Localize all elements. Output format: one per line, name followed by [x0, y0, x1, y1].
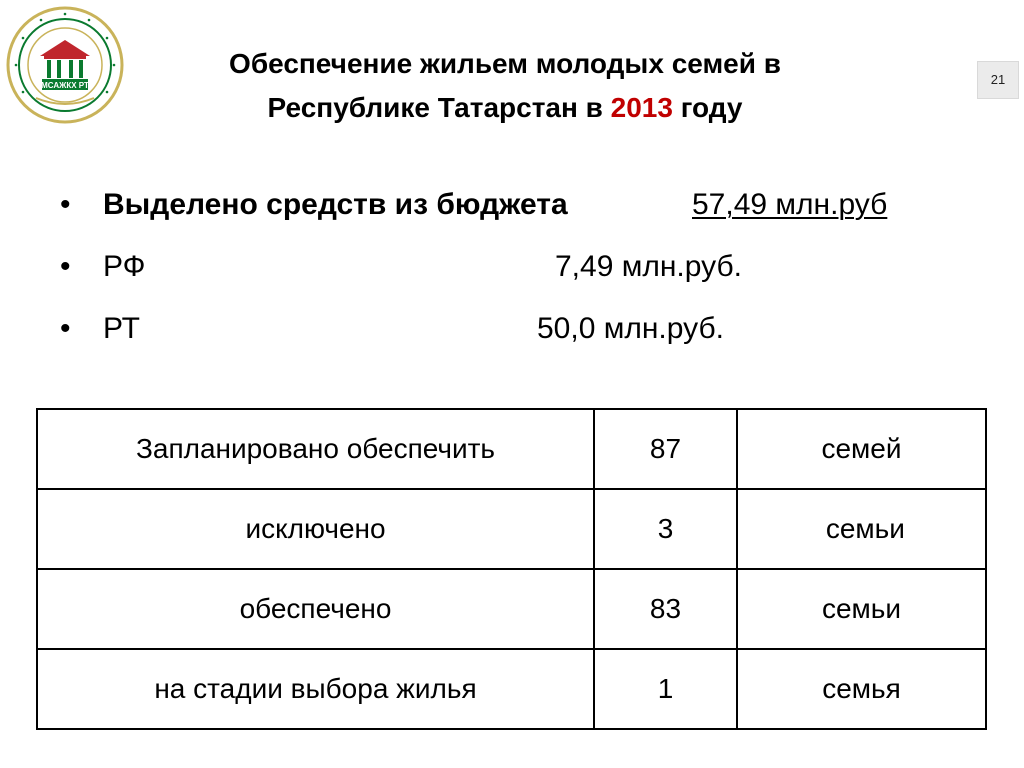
table-row: [37, 569, 986, 649]
title-line-2: Республике Татарстан в 2013 году: [267, 92, 743, 123]
logo-emblem-icon: [6, 6, 124, 124]
bullet-icon: •: [60, 312, 71, 345]
budget-bullet-list: [60, 180, 1000, 366]
bullet-icon: •: [60, 250, 71, 283]
organization-logo: [6, 6, 124, 124]
title-line-1: Обеспечение жильем молодых семей в: [229, 48, 781, 79]
bullet-label: РФ: [103, 250, 146, 283]
table-cell-count: 83: [594, 569, 737, 649]
table-row: [37, 649, 986, 729]
title-year: 2013: [610, 92, 673, 123]
table-cell-count: 87: [594, 409, 737, 489]
table-row: [37, 489, 986, 569]
slide-title: [140, 42, 870, 130]
table-cell-category: обеспечено: [37, 569, 594, 649]
table-cell-count: 1: [594, 649, 737, 729]
bullet-label: Выделено средств из бюджета: [103, 188, 568, 221]
table-cell-unit: семей: [737, 409, 986, 489]
page-number: 21: [977, 61, 1019, 99]
table-cell-unit: семья: [737, 649, 986, 729]
bullet-value: 7,49 млн.руб.: [555, 250, 742, 283]
families-table: [36, 408, 987, 730]
bullet-icon: •: [60, 188, 71, 221]
table-cell-count: 3: [594, 489, 737, 569]
bullet-budget-rf: [60, 242, 1000, 304]
bullet-value: 50,0 млн.руб.: [537, 312, 724, 345]
table-row: [37, 409, 986, 489]
bullet-budget-total: [60, 180, 1000, 242]
bullet-value: 57,49 млн.руб: [692, 188, 888, 221]
bullet-label: РТ: [103, 312, 140, 345]
table-cell-unit: семьи: [737, 569, 986, 649]
table-cell-category: на стадии выбора жилья: [37, 649, 594, 729]
table-cell-category: Запланировано обеспечить: [37, 409, 594, 489]
bullet-budget-rt: [60, 304, 1000, 366]
table-cell-unit: семьи: [737, 489, 986, 569]
svg-text:МСАЖКХ РТ: МСАЖКХ РТ: [41, 81, 89, 90]
table-cell-category: исключено: [37, 489, 594, 569]
